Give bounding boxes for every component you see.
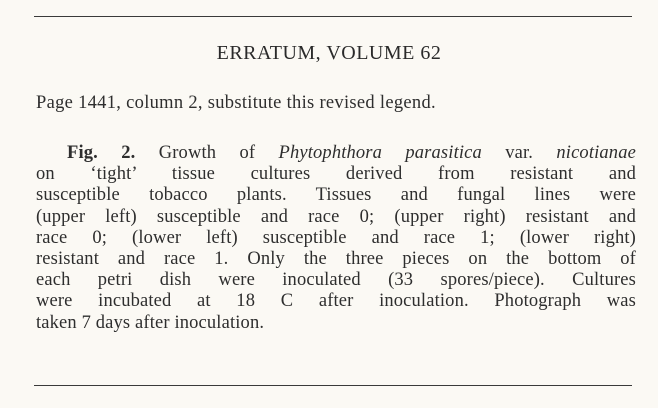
top-rule	[34, 16, 632, 17]
figure-legend	[36, 143, 636, 334]
erratum-heading: ERRATUM, VOLUME 62	[216, 42, 442, 64]
figure-label: Fig. 2.	[67, 143, 136, 163]
bottom-rule	[34, 385, 632, 386]
legend-line-1	[36, 143, 636, 164]
legend-line-8: were incubated at 18 C after inoculation. Photograph was	[36, 291, 636, 312]
legend-line-6: resistant and race 1. Only the three pieces on the bottom of	[36, 249, 636, 270]
legend-line-4: (upper left) susceptible and race 0; (upper right) resistant and	[36, 206, 636, 227]
legend-line-3: susceptible tobacco plants. Tissues and fungal lines were	[36, 185, 636, 206]
variety-name: nicotianae	[556, 143, 636, 163]
species-name: Phytophthora parasitica	[278, 143, 482, 163]
legend-text-1a: Growth of	[135, 143, 279, 163]
legend-line-7: each petri dish were inoculated (33 spores/piece). Cultures	[36, 270, 636, 291]
legend-text-1b: var.	[481, 143, 557, 163]
erratum-instruction: Page 1441, column 2, substitute this revised legend.	[36, 93, 436, 113]
legend-line-9: taken 7 days after inoculation.	[36, 312, 265, 333]
legend-line-2: on ‘tight’ tissue cultures derived from resistant and	[36, 164, 636, 185]
legend-line-5: race 0; (lower left) susceptible and race 1; (lower right)	[36, 227, 636, 248]
